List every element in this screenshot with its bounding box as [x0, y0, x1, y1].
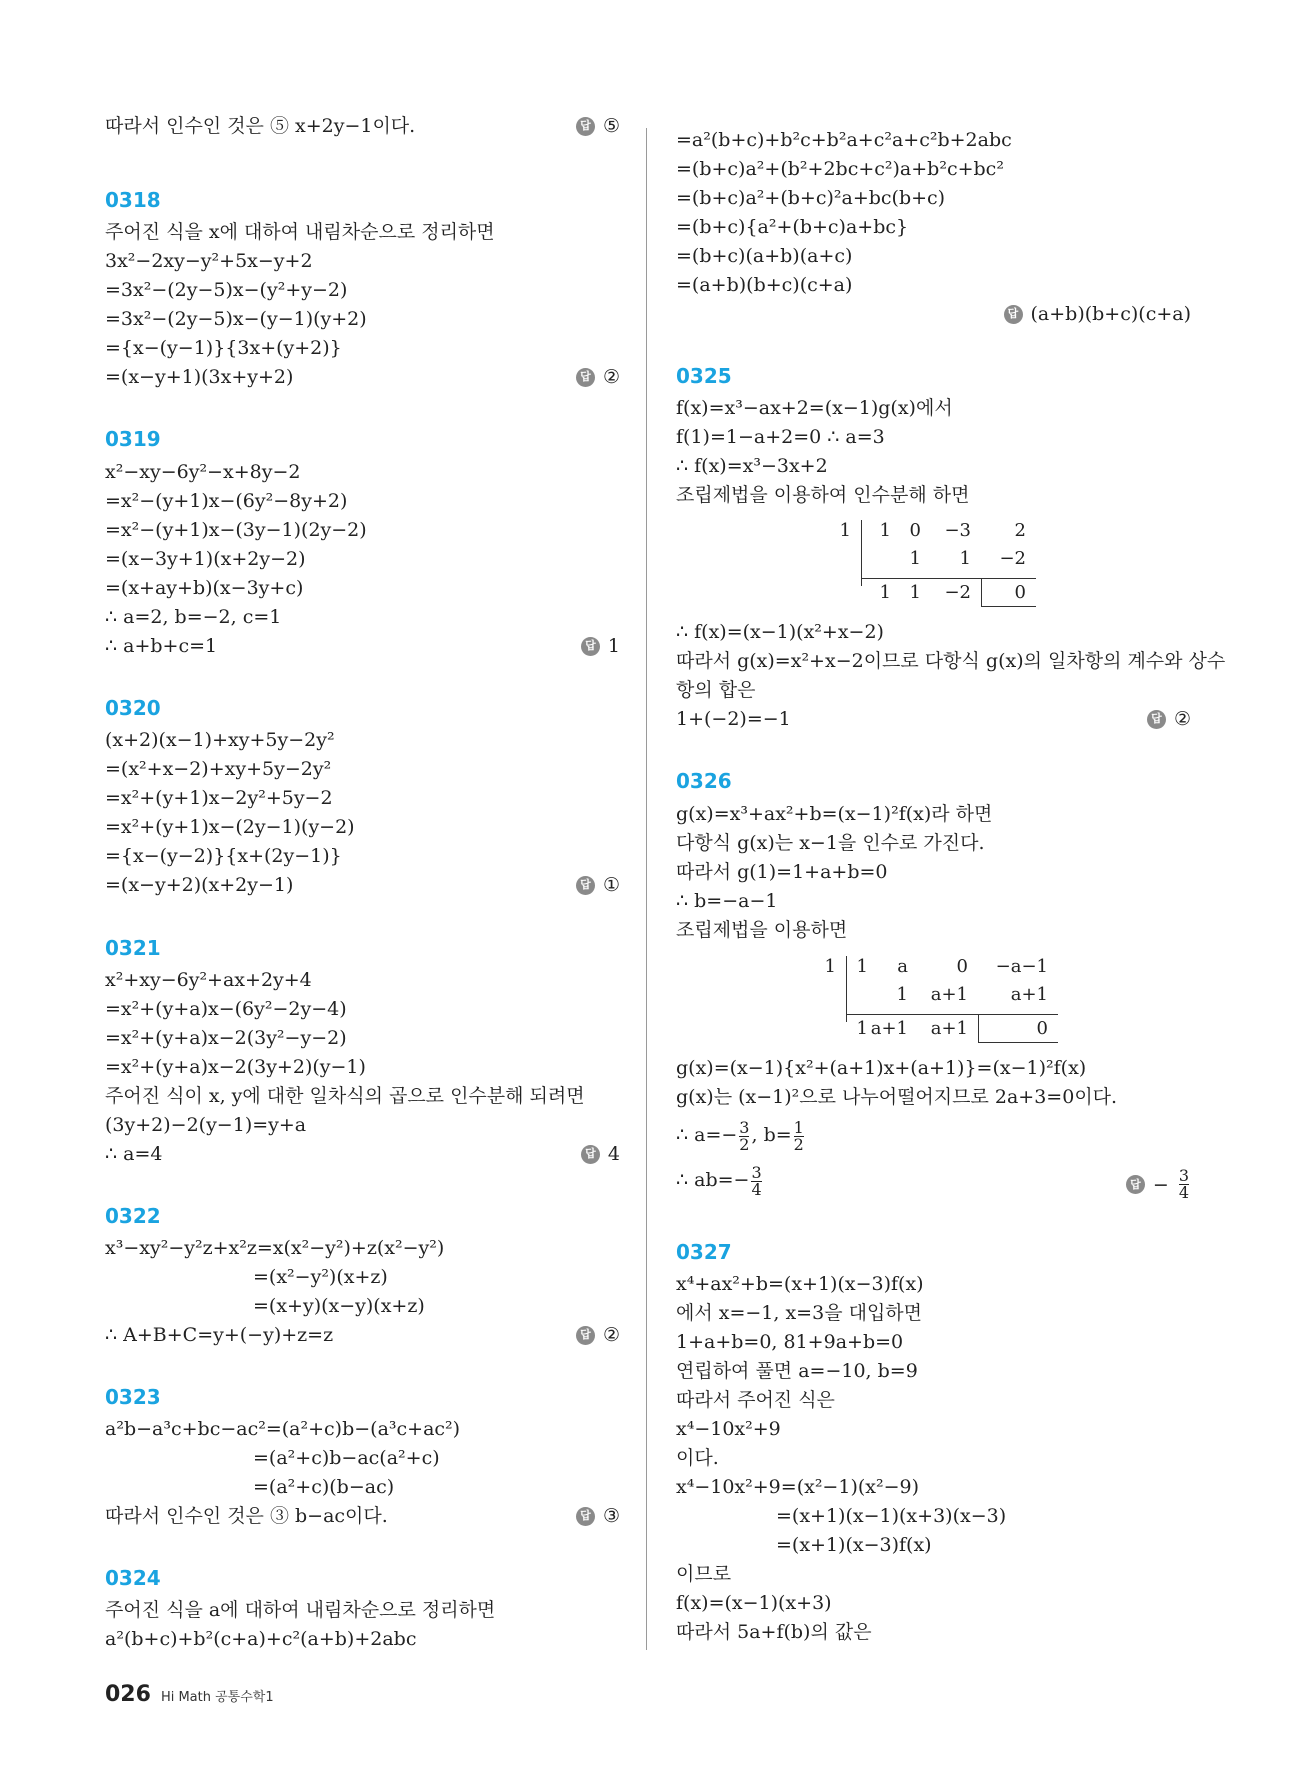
line: =a²(b+c)+b²c+b²a+c²a+c²b+2abc: [676, 129, 1012, 151]
line: 이므로: [676, 1563, 732, 1585]
synthetic-division-0325: [831, 520, 1051, 610]
answer-0321: 답 4: [581, 1142, 620, 1166]
line: =(a²+c)(b−ac): [253, 1476, 395, 1498]
answer-0319: 답 1: [581, 634, 620, 658]
synth-cell: 1: [959, 548, 971, 569]
line: =x²+(y+a)x−(6y²−2y−4): [105, 998, 347, 1020]
line: g(x)=(x−1){x²+(a+1)x+(a+1)}=(x−1)²f(x): [676, 1057, 1087, 1079]
problem-number-0318: 0318: [105, 188, 161, 212]
problem-number-0319: 0319: [105, 427, 161, 451]
problem-number-0320: 0320: [105, 696, 161, 720]
synth-cell: 1: [909, 582, 921, 603]
answer-0324: 답 (a+b)(b+c)(c+a): [1004, 302, 1192, 326]
line: x²+xy−6y²+ax+2y+4: [105, 969, 312, 991]
line: 다항식 g(x)는 x−1을 인수로 가진다.: [676, 832, 985, 854]
line: =x²−(y+1)x−(6y²−8y+2): [105, 490, 348, 512]
answer-intro: 답 ⑤: [576, 114, 620, 138]
line: =3x²−(2y−5)x−(y−1)(y+2): [105, 308, 367, 330]
line: =(x²−y²)(x+z): [253, 1266, 388, 1288]
synthetic-division-0326: [816, 956, 1076, 1046]
line: 조립제법을 이용하여 인수분해 하면: [676, 484, 970, 506]
line: x⁴−10x²+9=(x²−1)(x²−9): [676, 1476, 920, 1498]
line: =3x²−(2y−5)x−(y²+y−2): [105, 279, 348, 301]
synth-cell: a: [897, 956, 908, 977]
line: f(x)=x³−ax+2=(x−1)g(x)에서: [676, 397, 953, 419]
line: 1+(−2)=−1: [676, 708, 791, 730]
line: =(x+1)(x−3)f(x): [776, 1534, 932, 1556]
line: =(a+b)(b+c)(c+a): [676, 274, 853, 296]
line: ∴ f(x)=(x−1)(x²+x−2): [676, 621, 884, 643]
answer-badge-icon: 답: [576, 368, 595, 387]
synth-cell: a+1: [1010, 984, 1048, 1005]
synth-cell: a+1: [930, 984, 968, 1005]
line: ∴ b=−a−1: [676, 890, 778, 912]
synth-remainder: 0: [1036, 1018, 1048, 1039]
answer-badge-icon: 답: [1126, 1175, 1145, 1194]
line: =(x+y)(x−y)(x+z): [253, 1295, 425, 1317]
line: ∴ a=2, b=−2, c=1: [105, 606, 282, 628]
line: (x+2)(x−1)+xy+5y−2y²: [105, 729, 335, 751]
line: g(x)=x³+ax²+b=(x−1)²f(x)라 하면: [676, 803, 993, 825]
problem-number-0325: 0325: [676, 364, 732, 388]
problem-number-0326: 0326: [676, 769, 732, 793]
synth-cell: 1: [856, 956, 868, 977]
synth-cell: 1: [879, 520, 891, 541]
line: 따라서 g(1)=1+a+b=0: [676, 861, 888, 883]
line: =x²+(y+a)x−2(3y+2)(y−1): [105, 1056, 366, 1078]
line: f(1)=1−a+2=0 ∴ a=3: [676, 426, 885, 448]
line: =(b+c)a²+(b²+2bc+c²)a+b²c+bc²: [676, 158, 1004, 180]
answer-0326: 답 − $\frac{3}{4}$: [1126, 1168, 1191, 1201]
line: 따라서 인수인 것은 ③ b−ac이다.: [105, 1505, 388, 1527]
synth-horizontal-line: [861, 578, 1036, 579]
line: 주어진 식이 x, y에 대한 일차식의 곱으로 인수분해 되려면: [105, 1085, 585, 1107]
answer-badge-icon: 답: [581, 637, 600, 656]
line: =(x+1)(x−1)(x+3)(x−3): [776, 1505, 1007, 1527]
line: f(x)=(x−1)(x+3): [676, 1592, 832, 1614]
synth-cell: 1: [879, 582, 891, 603]
synth-cell: −2: [944, 582, 971, 603]
line: =(x²+x−2)+xy+5y−2y²: [105, 758, 332, 780]
line: =(x−y+2)(x+2y−1): [105, 874, 294, 896]
answer-badge-icon: 답: [1147, 710, 1166, 729]
answer-0325: 답 ②: [1147, 707, 1191, 731]
problem-number-0324: 0324: [105, 1566, 161, 1590]
line: x²−xy−6y²−x+8y−2: [105, 461, 301, 483]
line: 주어진 식을 a에 대하여 내림차순으로 정리하면: [105, 1599, 496, 1621]
synth-cell: 1: [896, 984, 908, 1005]
synth-cell: 2: [1014, 520, 1026, 541]
synth-cell: −3: [944, 520, 971, 541]
synth-cell: −2: [999, 548, 1026, 569]
line: =(x+ay+b)(x−3y+c): [105, 577, 304, 599]
line: x⁴−10x²+9: [676, 1418, 781, 1440]
line: =(b+c)(a+b)(a+c): [676, 245, 853, 267]
solution-ab-line: ∴ ab=− $\frac{3}{4}$: [676, 1162, 762, 1199]
line: 따라서 5a+f(b)의 값은: [676, 1621, 872, 1643]
synth-cell: 0: [956, 956, 968, 977]
problem-number-0323: 0323: [105, 1385, 161, 1409]
synth-cell: 0: [909, 520, 921, 541]
line: 주어진 식을 x에 대하여 내림차순으로 정리하면: [105, 221, 495, 243]
line: 조립제법을 이용하면: [676, 919, 848, 941]
line: g(x)는 (x−1)²으로 나누어떨어지므로 2a+3=0이다.: [676, 1086, 1118, 1108]
fraction: $\frac{1}{2}$: [793, 1117, 804, 1154]
line: 항의 합은: [676, 679, 756, 701]
line: x⁴+ax²+b=(x+1)(x−3)f(x): [676, 1273, 924, 1295]
page-footer: [105, 1682, 274, 1707]
synth-root: 1: [824, 956, 836, 977]
line: =(x−3y+1)(x+2y−2): [105, 548, 306, 570]
problem-number-0321: 0321: [105, 936, 161, 960]
column-divider: [646, 128, 647, 1650]
line: =(b+c)a²+(b+c)²a+bc(b+c): [676, 187, 946, 209]
line: 따라서 g(x)=x²+x−2이므로 다항식 g(x)의 일차항의 계수와 상수: [676, 650, 1226, 672]
line: =(a²+c)b−ac(a²+c): [253, 1447, 440, 1469]
line: ={x−(y−1)}{3x+(y+2)}: [105, 337, 342, 359]
answer-0320: 답 ①: [576, 873, 620, 897]
line: ∴ a=4: [105, 1143, 163, 1165]
answer-badge-icon: 답: [581, 1145, 600, 1164]
synth-horizontal-line: [846, 1014, 1058, 1015]
line: 이다.: [676, 1447, 719, 1469]
answer-0318: 답 ②: [576, 365, 620, 389]
line: 연립하여 풀면 a=−10, b=9: [676, 1360, 918, 1382]
line: =x²+(y+1)x−2y²+5y−2: [105, 787, 333, 809]
line: 1+a+b=0, 81+9a+b=0: [676, 1331, 904, 1353]
line: =x²−(y+1)x−(3y−1)(2y−2): [105, 519, 367, 541]
line: 3x²−2xy−y²+5x−y+2: [105, 250, 313, 272]
fraction: $\frac{3}{4}$: [1178, 1166, 1189, 1202]
fraction: $\frac{3}{4}$: [751, 1162, 762, 1199]
line: x³−xy²−y²z+x²z=x(x²−y²)+z(x²−y²): [105, 1237, 445, 1259]
line: =(x−y+1)(3x+y+2): [105, 366, 294, 388]
problem-number-0322: 0322: [105, 1204, 161, 1228]
line: 따라서 주어진 식은: [676, 1389, 835, 1411]
line: 에서 x=−1, x=3을 대입하면: [676, 1302, 923, 1324]
synth-cell: a+1: [870, 1018, 908, 1039]
synth-cell: 1: [909, 548, 921, 569]
line: a²b−a³c+bc−ac²=(a²+c)b−(a³c+ac²): [105, 1418, 461, 1440]
line: ∴ A+B+C=y+(−y)+z=z: [105, 1324, 334, 1346]
answer-badge-icon: 답: [576, 117, 595, 136]
answer-badge-icon: 답: [576, 1507, 595, 1526]
answer-badge-icon: 답: [1004, 305, 1023, 324]
answer-badge-icon: 답: [576, 876, 595, 895]
synth-cell: 1: [856, 1018, 868, 1039]
intro-line: 따라서 인수인 것은 ⑤ x+2y−1이다.: [105, 115, 416, 137]
synth-root: 1: [839, 520, 851, 541]
book-title: Hi Math 공통수학1: [160, 1690, 274, 1705]
line: ={x−(y−2)}{x+(2y−1)}: [105, 845, 342, 867]
answer-badge-icon: 답: [576, 1326, 595, 1345]
answer-0322: 답 ②: [576, 1323, 620, 1347]
answer-0323: 답 ③: [576, 1504, 620, 1528]
line: =x²+(y+a)x−2(3y²−y−2): [105, 1027, 347, 1049]
problem-number-0327: 0327: [676, 1240, 732, 1264]
synth-cell: a+1: [930, 1018, 968, 1039]
solution-a-b-line: ∴ a=− $\frac{3}{2}$ , b= $\frac{1}{2}$: [676, 1117, 804, 1154]
line: (3y+2)−2(y−1)=y+a: [105, 1114, 307, 1136]
line: =x²+(y+1)x−(2y−1)(y−2): [105, 816, 355, 838]
line: a²(b+c)+b²(c+a)+c²(a+b)+2abc: [105, 1628, 417, 1650]
synth-remainder-line: [981, 606, 1036, 607]
synth-remainder: 0: [1014, 582, 1026, 603]
line: ∴ f(x)=x³−3x+2: [676, 455, 828, 477]
synth-remainder-line: [978, 1042, 1058, 1043]
line: =(b+c){a²+(b+c)a+bc}: [676, 216, 909, 238]
fraction: $\frac{3}{2}$: [739, 1117, 750, 1154]
page-number: 026: [105, 1682, 151, 1707]
line: ∴ a+b+c=1: [105, 635, 218, 657]
synth-cell: −a−1: [995, 956, 1048, 977]
